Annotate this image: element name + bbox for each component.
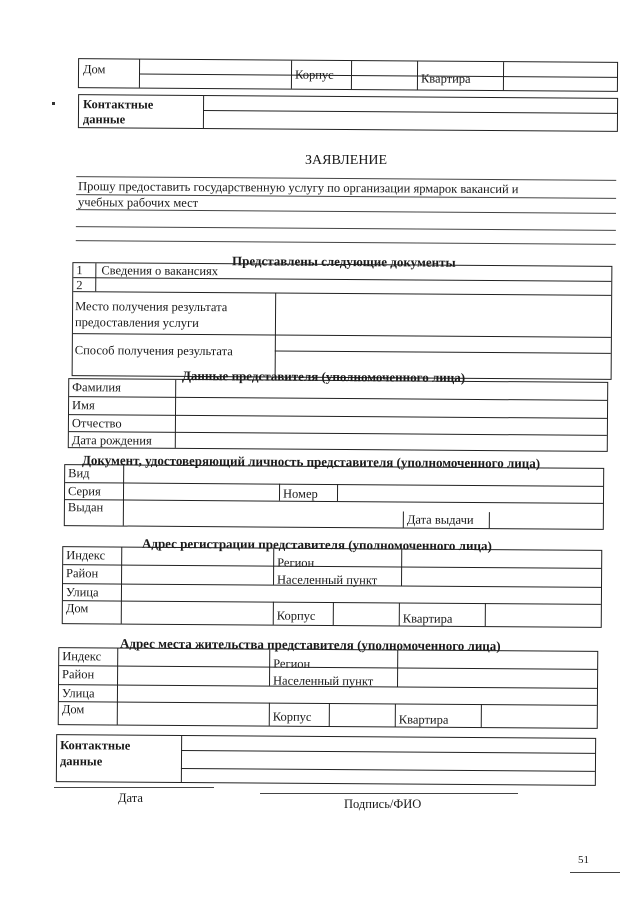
doc-item-1: Сведения о вакансиях bbox=[101, 263, 219, 279]
signature-line bbox=[260, 793, 518, 794]
house-label: Дом bbox=[82, 62, 106, 77]
doc-number-1: 1 bbox=[76, 263, 83, 278]
res-index-label: Индекс bbox=[62, 649, 102, 664]
contact-bottom-label-2: данные bbox=[59, 754, 103, 769]
result-method-label: Способ получения результата bbox=[74, 343, 233, 359]
representative-title: Данные представителя (уполномоченного лица) bbox=[181, 368, 466, 385]
date-caption: Дата bbox=[118, 791, 143, 805]
reg-street-label: Улица bbox=[65, 585, 99, 600]
page-title: ЗАЯВЛЕНИЕ bbox=[305, 153, 388, 168]
reg-region-label: Регион bbox=[277, 555, 315, 570]
id-doc-table bbox=[64, 464, 604, 530]
id-doc-title: Документ, удостоверяющий личность представителя (уполномоченного лица) bbox=[81, 452, 541, 471]
reg-korpus-label: Корпус bbox=[276, 608, 316, 623]
res-house-label: Дом bbox=[61, 702, 85, 717]
reg-index-label: Индекс bbox=[66, 548, 106, 563]
reg-district-label: Район bbox=[66, 566, 99, 581]
reg-kvartira-label: Квартира bbox=[402, 611, 453, 626]
scan-mark bbox=[52, 102, 55, 105]
korpus-label: Корпус bbox=[294, 67, 334, 82]
representative-table bbox=[68, 378, 608, 452]
signature-caption: Подпись/ФИО bbox=[344, 797, 422, 811]
documents-table bbox=[72, 262, 613, 380]
documents-title: Представлены следующие документы bbox=[231, 253, 456, 270]
res-district-label: Район bbox=[62, 667, 95, 682]
patronymic-label: Отчество bbox=[71, 416, 122, 431]
result-place-label-1: Место получения результата bbox=[75, 299, 228, 315]
doc-number-2: 2 bbox=[76, 278, 83, 293]
reg-locality-label: Населенный пункт bbox=[277, 572, 378, 588]
kvartira-label: Квартира bbox=[420, 71, 471, 86]
reg-address-title: Адрес регистрации представителя (уполномоченного лица) bbox=[141, 535, 492, 554]
contact-bottom-table bbox=[56, 734, 596, 786]
res-locality-label: Населенный пункт bbox=[273, 673, 374, 689]
surname-label: Фамилия bbox=[72, 380, 121, 395]
res-kvartira-label: Квартира bbox=[398, 712, 449, 727]
doc-series-label: Серия bbox=[67, 484, 101, 499]
page-number-rule bbox=[570, 872, 620, 873]
contact-bottom-label-1: Контактные bbox=[60, 738, 131, 753]
top-address-table bbox=[78, 58, 618, 92]
res-korpus-label: Корпус bbox=[272, 709, 312, 724]
result-place-label-2: предоставления услуги bbox=[74, 315, 199, 331]
date-line bbox=[54, 787, 214, 788]
request-line-2: учебных рабочих мест bbox=[78, 195, 199, 210]
res-address-table bbox=[58, 647, 599, 729]
doc-issued-label: Выдан bbox=[67, 500, 104, 515]
res-address-title: Адрес места жительства представителя (уполномоченного лица) bbox=[119, 635, 501, 654]
contact-top-table bbox=[78, 94, 618, 132]
reg-address-table bbox=[62, 546, 603, 628]
contact-top-label-2: данные bbox=[82, 112, 126, 127]
reg-house-label: Дом bbox=[65, 601, 89, 616]
contact-top-label-1: Контактные bbox=[83, 97, 154, 112]
request-line-1: Прошу предоставить государственную услугу по организации ярмарок вакансий и bbox=[78, 179, 519, 197]
res-street-label: Улица bbox=[61, 686, 95, 701]
doc-type-label: Вид bbox=[68, 466, 90, 481]
res-region-label: Регион bbox=[273, 656, 311, 671]
doc-issue-date-label: Дата выдачи bbox=[406, 512, 474, 527]
doc-number-label: Номер bbox=[282, 486, 318, 501]
name-label: Имя bbox=[72, 398, 95, 413]
birthdate-label: Дата рождения bbox=[71, 433, 152, 448]
page-number: 51 bbox=[578, 854, 589, 866]
request-block bbox=[76, 174, 616, 248]
